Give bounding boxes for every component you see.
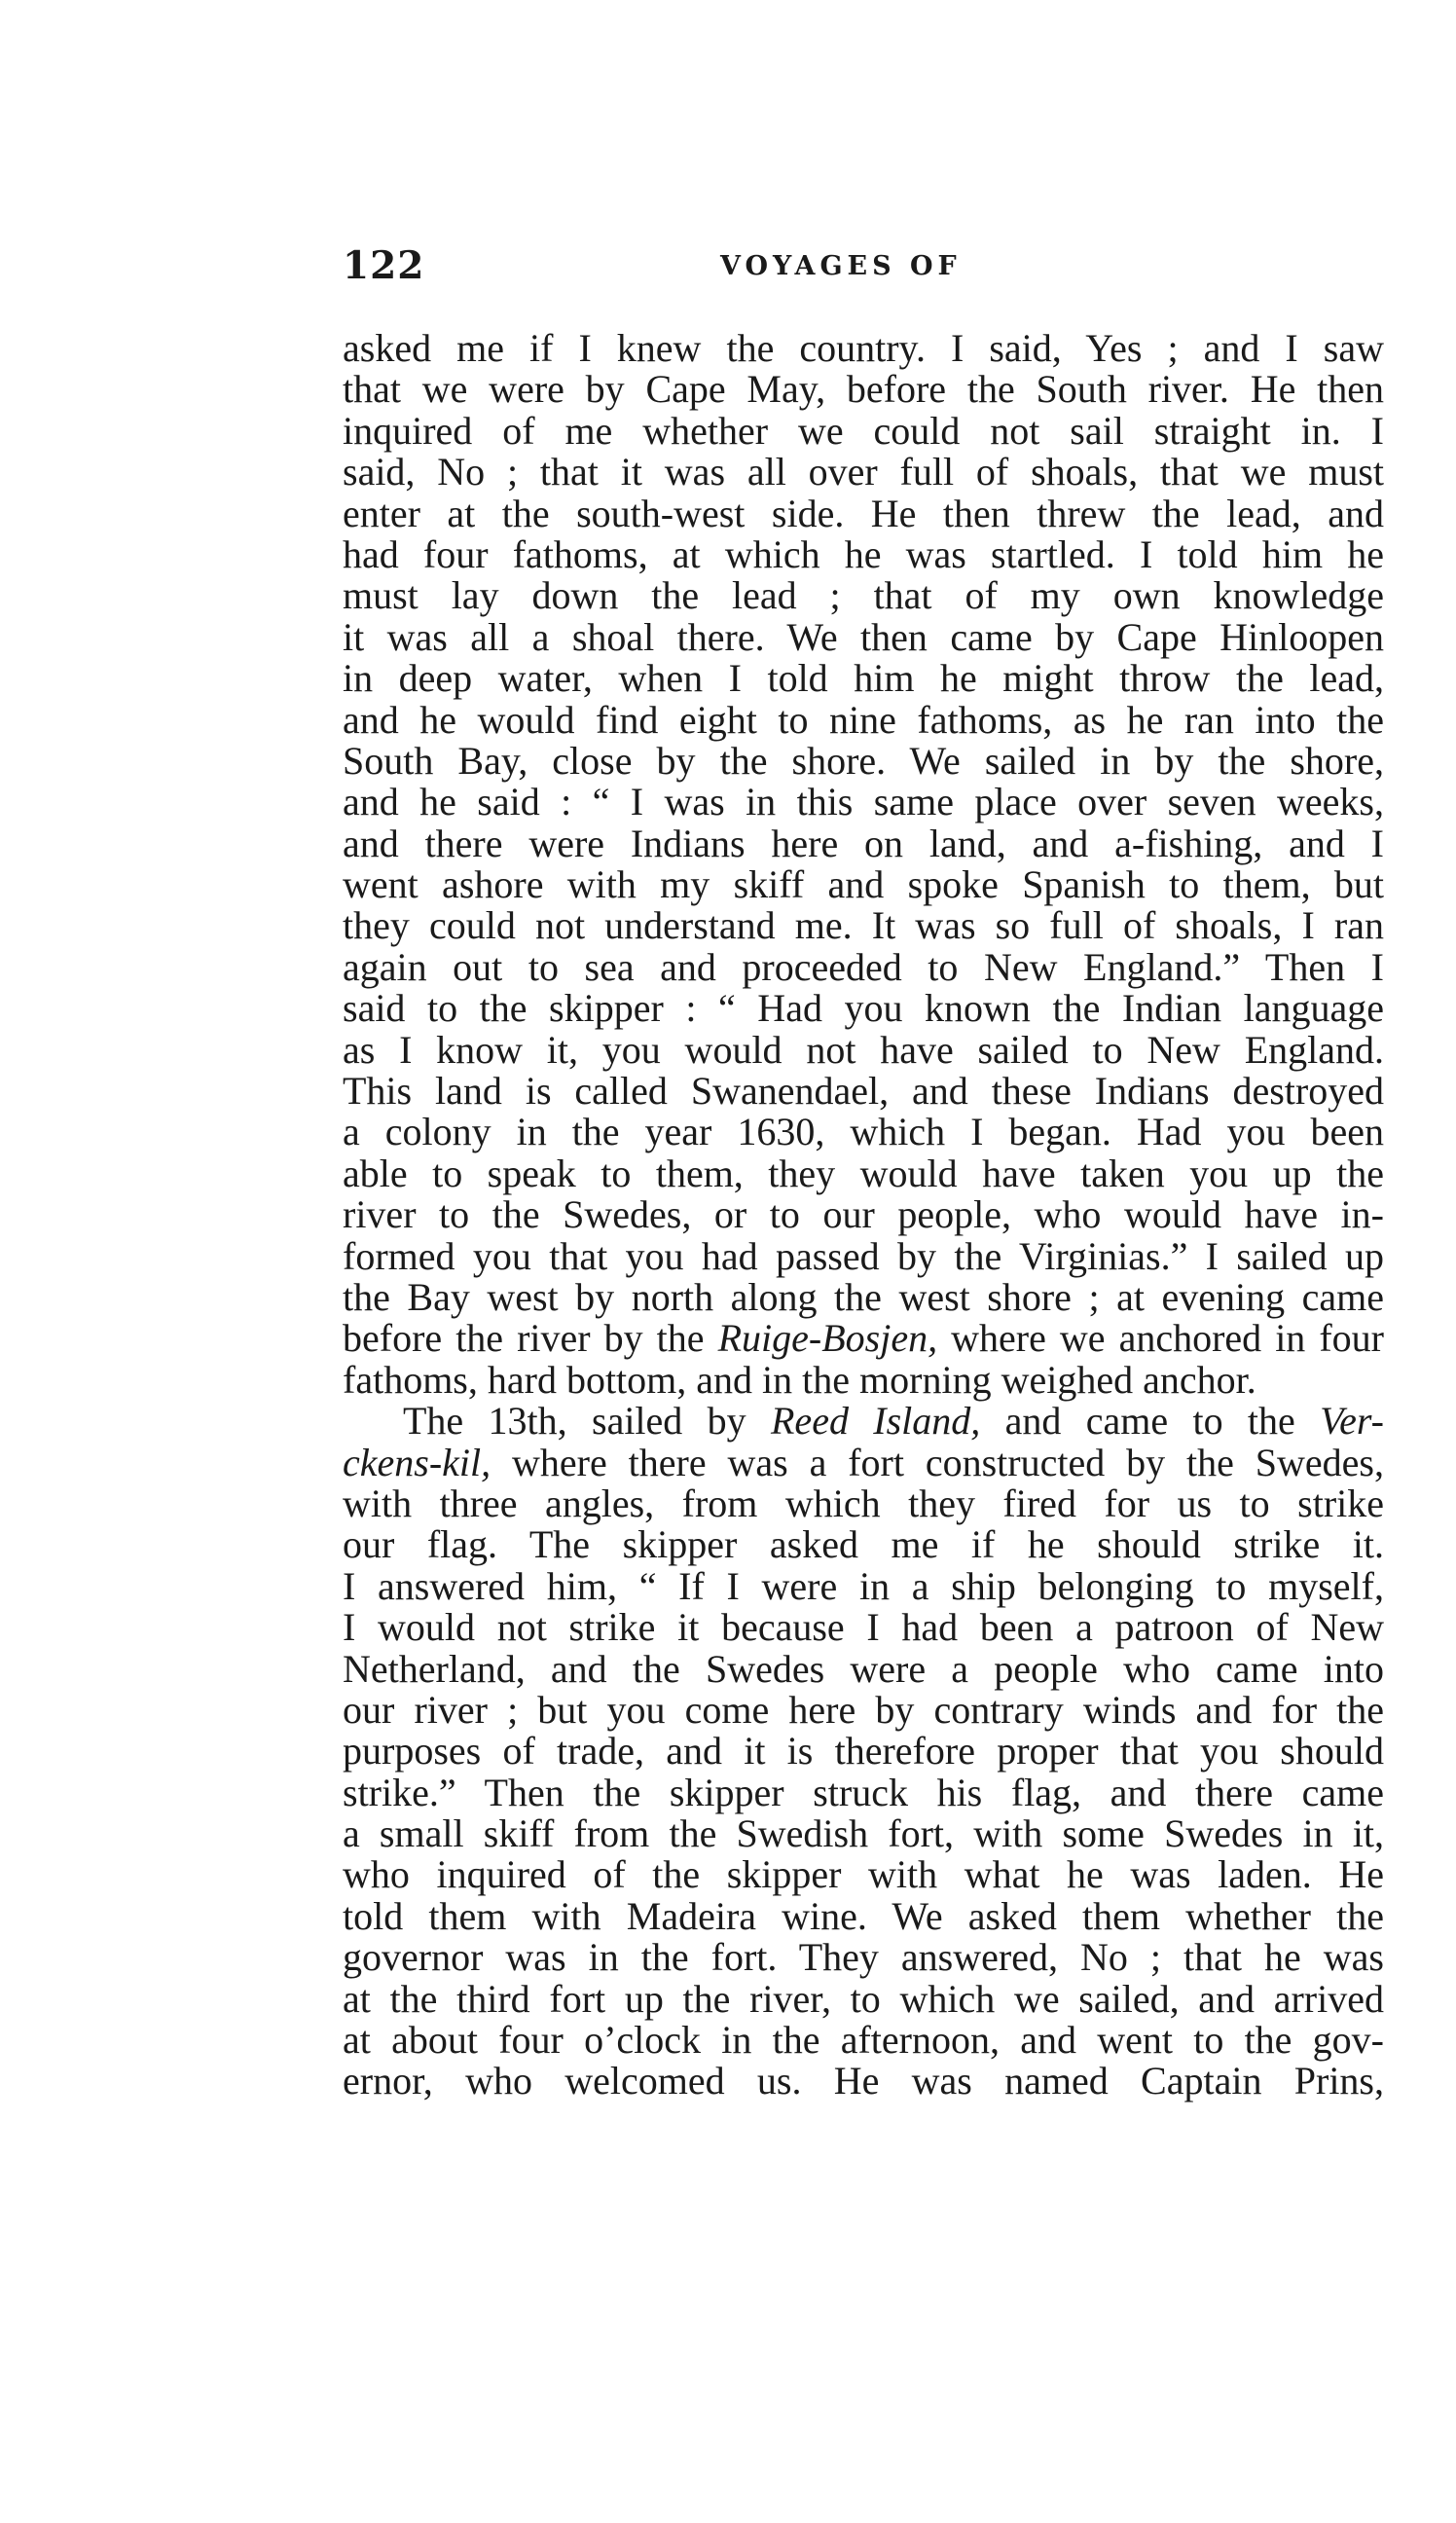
text-line: at about four o’clock in the afternoon, and went to the gov- bbox=[343, 2018, 1384, 2063]
running-head: VOYAGES OF bbox=[720, 251, 962, 281]
text-line: said, No ; that it was all over full of shoals, that we must bbox=[343, 450, 1384, 494]
italic-place-name: Reed Island, bbox=[771, 1399, 981, 1444]
text-line: as I know it, you would not have sailed to New England. bbox=[343, 1027, 1384, 1072]
text-line: and there were Indians here on land, and a-fishing, and I bbox=[343, 821, 1384, 865]
text-line: South Bay, close by the shore. We sailed in by the shore, bbox=[343, 738, 1384, 783]
italic-place-name: ckens-kil, bbox=[343, 1440, 491, 1484]
text-line: that we were by Cape May, before the South river. He then bbox=[343, 367, 1384, 412]
text-line: a small skiff from the Swedish fort, with some Swedes in it, bbox=[343, 1811, 1384, 1856]
text-line: governor was in the fort. They answered, No ; that he was bbox=[343, 1935, 1384, 1980]
text-line: a colony in the year 1630, which I began. Had you been bbox=[343, 1110, 1384, 1154]
text-line: purposes of trade, and it is therefore proper that you should bbox=[343, 1729, 1384, 1773]
text-line: who inquired of the skipper with what he was laden. He bbox=[343, 1852, 1384, 1897]
text-line: our flag. The skipper asked me if he should strike it. bbox=[343, 1522, 1384, 1567]
text-line: had four fathoms, at which he was startled. I told him he bbox=[343, 531, 1384, 576]
page-number: 122 bbox=[343, 243, 425, 288]
text-line: ckens-kil, where there was a fort constructed by the Swedes, bbox=[343, 1440, 1384, 1484]
text-line: our river ; but you come here by contrary winds and for the bbox=[343, 1687, 1384, 1732]
text-line: they could not understand me. It was so full of shoals, I ran bbox=[343, 903, 1384, 948]
text-line: asked me if I knew the country. I said, Yes ; and I saw bbox=[343, 326, 1384, 370]
text-line: told them with Madeira wine. We asked them whether the bbox=[343, 1893, 1384, 1938]
text-line: fathoms, hard bottom, and in the morning weighed anchor. bbox=[343, 1357, 1256, 1402]
text-line: inquired of me whether we could not sail straight in. I bbox=[343, 408, 1384, 453]
text-line: I would not strike it because I had been a patroon of New bbox=[343, 1605, 1384, 1650]
italic-place-name: Ruige-Bosjen, bbox=[717, 1316, 938, 1361]
text-line: strike.” Then the skipper struck his flag, and there came bbox=[343, 1770, 1384, 1814]
text-line: with three angles, from which they fired for us to strike bbox=[343, 1481, 1384, 1525]
text-line: This land is called Swanendael, and these Indians destroyed bbox=[343, 1069, 1384, 1114]
text-line: ernor, who welcomed us. He was named Captain Prins, bbox=[343, 2059, 1384, 2103]
text-line: and he would find eight to nine fathoms, as he ran into the bbox=[343, 697, 1384, 742]
text-line: in deep water, when I told him he might throw the lead, bbox=[343, 656, 1384, 701]
text-line: the Bay west by north along the west shore ; at evening came bbox=[343, 1274, 1384, 1319]
text-line: said to the skipper : “ Had you known the Indian language bbox=[343, 986, 1384, 1031]
text-line: before the river by the Ruige-Bosjen, where we anchored in four bbox=[343, 1316, 1384, 1361]
text-line: went ashore with my skiff and spoke Spanish to them, but bbox=[343, 862, 1384, 907]
text-line: at the third fort up the river, to which we sailed, and arrived bbox=[343, 1976, 1384, 2021]
text-line: formed you that you had passed by the Virginias.” I sailed up bbox=[343, 1233, 1384, 1278]
text-line: and he said : “ I was in this same place over seven weeks, bbox=[343, 780, 1384, 824]
text-line: it was all a shoal there. We then came by Cape Hinloopen bbox=[343, 614, 1384, 659]
text-line: able to speak to them, they would have taken you up the bbox=[343, 1151, 1384, 1195]
text-line: must lay down the lead ; that of my own knowledge bbox=[343, 573, 1384, 618]
text-line: again out to sea and proceeded to New England.” Then I bbox=[343, 944, 1384, 989]
text-line: river to the Swedes, or to our people, who would have in- bbox=[343, 1192, 1384, 1237]
italic-place-name: Ver- bbox=[1320, 1399, 1384, 1444]
text-line: Netherland, and the Swedes were a people who came into bbox=[343, 1646, 1384, 1691]
text-line: enter at the south-west side. He then threw the lead, and bbox=[343, 491, 1384, 535]
body-text bbox=[343, 328, 1384, 2102]
text-line: I answered him, “ If I were in a ship belonging to myself, bbox=[343, 1563, 1384, 1608]
text-line: The 13th, sailed by Reed Island, and came to the Ver- bbox=[403, 1399, 1384, 1444]
